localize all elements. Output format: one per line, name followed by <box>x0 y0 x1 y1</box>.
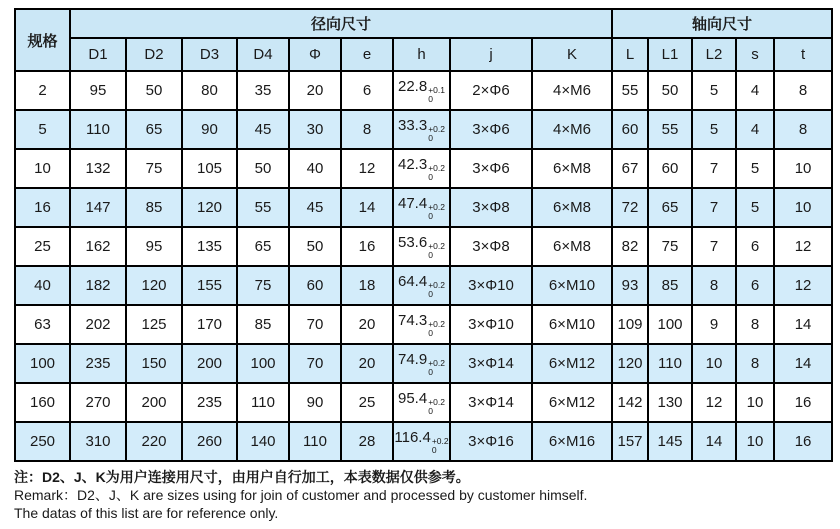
table-row <box>15 305 832 344</box>
dimension-spec-table <box>14 8 833 462</box>
cell: 2×Φ6 <box>450 71 532 110</box>
cell-spec: 40 <box>15 266 70 305</box>
col-header-l2: L2 <box>692 38 736 71</box>
cell: 85 <box>126 188 182 227</box>
col-header-spec: 规格 <box>15 9 70 71</box>
h-tolerance-lower: 0 <box>428 405 433 416</box>
cell: 3×Φ14 <box>450 344 532 383</box>
h-tolerance-lower: 0 <box>428 327 433 338</box>
cell: 110 <box>237 383 289 422</box>
h-value: 42.3 <box>398 155 428 173</box>
table-row <box>15 227 832 266</box>
cell: 3×Φ14 <box>450 383 532 422</box>
cell: 157 <box>612 422 648 461</box>
table-row <box>15 344 832 383</box>
note-remark: Remark：D2、J、K are sizes using for join of customer and processed by customer himself. <box>14 487 588 503</box>
col-header-e: e <box>341 38 393 71</box>
cell: 3×Φ10 <box>450 266 532 305</box>
table-row <box>15 266 832 305</box>
h-tolerance <box>428 398 445 416</box>
cell: 14 <box>692 422 736 461</box>
cell: 55 <box>237 188 289 227</box>
group-header-radial: 径向尺寸 <box>70 9 612 38</box>
cell: 8 <box>692 266 736 305</box>
cell: 16 <box>774 383 832 422</box>
cell: 70 <box>289 305 341 344</box>
cell: 270 <box>70 383 126 422</box>
h-tolerance-upper: +0.2 <box>431 435 449 446</box>
table-row <box>15 422 832 461</box>
cell: 6×M8 <box>532 149 612 188</box>
cell: 8 <box>774 110 832 149</box>
cell: 3×Φ6 <box>450 110 532 149</box>
cell-h-with-tolerance <box>393 149 450 188</box>
cell-spec: 100 <box>15 344 70 383</box>
h-tolerance-upper: +0.2 <box>428 357 445 368</box>
note-chinese: 注：D2、J、K为用户连接用尺寸，由用户自行加工，本表数据仅供参考。 <box>14 469 470 485</box>
cell: 140 <box>237 422 289 461</box>
cell: 109 <box>612 305 648 344</box>
cell: 147 <box>70 188 126 227</box>
h-tolerance <box>428 359 445 377</box>
cell: 200 <box>182 344 237 383</box>
cell: 4 <box>736 110 774 149</box>
cell: 82 <box>612 227 648 266</box>
cell: 45 <box>237 110 289 149</box>
h-tolerance-lower: 0 <box>428 288 433 299</box>
cell: 5 <box>692 110 736 149</box>
cell: 80 <box>182 71 237 110</box>
note-reference: The datas of this list are for reference only. <box>14 505 279 521</box>
h-tolerance <box>432 437 449 455</box>
cell: 50 <box>648 71 692 110</box>
cell: 110 <box>648 344 692 383</box>
h-tolerance-upper: +0.1 <box>428 84 445 95</box>
column-header-row <box>15 38 832 71</box>
table-row <box>15 110 832 149</box>
h-tolerance <box>428 281 445 299</box>
cell: 10 <box>774 188 832 227</box>
cell: 235 <box>182 383 237 422</box>
cell: 72 <box>612 188 648 227</box>
cell: 50 <box>237 149 289 188</box>
cell: 125 <box>126 305 182 344</box>
cell: 9 <box>692 305 736 344</box>
cell: 20 <box>341 344 393 383</box>
cell: 65 <box>126 110 182 149</box>
cell: 5 <box>736 149 774 188</box>
cell: 200 <box>126 383 182 422</box>
table-row <box>15 383 832 422</box>
h-value: 116.4 <box>394 428 431 446</box>
h-tolerance <box>428 203 445 221</box>
cell-h-with-tolerance <box>393 266 450 305</box>
h-tolerance-upper: +0.2 <box>428 123 445 134</box>
cell: 6×M12 <box>532 344 612 383</box>
h-tolerance-upper: +0.2 <box>428 318 445 329</box>
cell: 75 <box>126 149 182 188</box>
h-value: 22.8 <box>398 77 428 95</box>
cell: 10 <box>736 383 774 422</box>
h-tolerance <box>428 86 445 104</box>
cell-spec: 250 <box>15 422 70 461</box>
col-header-h: h <box>393 38 450 71</box>
cell: 30 <box>289 110 341 149</box>
cell: 8 <box>736 344 774 383</box>
cell: 16 <box>774 422 832 461</box>
cell: 65 <box>237 227 289 266</box>
cell: 110 <box>289 422 341 461</box>
h-tolerance-upper: +0.2 <box>428 279 445 290</box>
cell: 6×M10 <box>532 266 612 305</box>
cell: 25 <box>341 383 393 422</box>
col-header-k: K <box>532 38 612 71</box>
cell: 12 <box>692 383 736 422</box>
cell: 95 <box>126 227 182 266</box>
cell: 105 <box>182 149 237 188</box>
cell: 55 <box>648 110 692 149</box>
cell: 6×M10 <box>532 305 612 344</box>
cell: 3×Φ10 <box>450 305 532 344</box>
cell-spec: 10 <box>15 149 70 188</box>
cell: 90 <box>182 110 237 149</box>
cell: 6×M16 <box>532 422 612 461</box>
cell: 67 <box>612 149 648 188</box>
cell: 150 <box>126 344 182 383</box>
h-tolerance <box>428 125 445 143</box>
cell: 20 <box>289 71 341 110</box>
cell: 7 <box>692 188 736 227</box>
cell: 7 <box>692 149 736 188</box>
cell: 8 <box>774 71 832 110</box>
cell: 3×Φ6 <box>450 149 532 188</box>
col-header-l1: L1 <box>648 38 692 71</box>
cell: 10 <box>692 344 736 383</box>
h-tolerance-upper: +0.2 <box>428 162 445 173</box>
cell-h-with-tolerance <box>393 188 450 227</box>
h-tolerance-lower: 0 <box>428 249 433 260</box>
cell: 20 <box>341 305 393 344</box>
cell-h-with-tolerance <box>393 344 450 383</box>
cell: 155 <box>182 266 237 305</box>
table-row <box>15 149 832 188</box>
cell-h-with-tolerance <box>393 422 450 461</box>
col-header-s: s <box>736 38 774 71</box>
cell: 65 <box>648 188 692 227</box>
cell: 260 <box>182 422 237 461</box>
cell: 3×Φ8 <box>450 227 532 266</box>
cell: 40 <box>289 149 341 188</box>
cell: 100 <box>237 344 289 383</box>
cell-spec: 63 <box>15 305 70 344</box>
h-tolerance-upper: +0.2 <box>428 240 445 251</box>
cell: 50 <box>289 227 341 266</box>
cell: 6 <box>341 71 393 110</box>
cell-spec: 16 <box>15 188 70 227</box>
cell: 16 <box>341 227 393 266</box>
cell: 14 <box>774 344 832 383</box>
cell: 162 <box>70 227 126 266</box>
cell: 60 <box>289 266 341 305</box>
h-value: 64.4 <box>398 272 428 290</box>
cell-spec: 5 <box>15 110 70 149</box>
cell-spec: 25 <box>15 227 70 266</box>
col-header-phi: Φ <box>289 38 341 71</box>
cell: 6×M8 <box>532 188 612 227</box>
cell: 4 <box>736 71 774 110</box>
cell: 60 <box>612 110 648 149</box>
cell: 182 <box>70 266 126 305</box>
h-value: 95.4 <box>398 389 428 407</box>
h-tolerance-lower: 0 <box>428 93 433 104</box>
cell: 6×M8 <box>532 227 612 266</box>
h-tolerance <box>428 164 445 182</box>
cell: 4×M6 <box>532 71 612 110</box>
h-tolerance <box>428 242 445 260</box>
cell: 90 <box>289 383 341 422</box>
col-header-l: L <box>612 38 648 71</box>
h-value: 47.4 <box>398 194 428 212</box>
cell: 120 <box>612 344 648 383</box>
cell: 235 <box>70 344 126 383</box>
cell: 85 <box>237 305 289 344</box>
cell-spec: 2 <box>15 71 70 110</box>
cell-spec: 160 <box>15 383 70 422</box>
cell-h-with-tolerance <box>393 110 450 149</box>
cell: 130 <box>648 383 692 422</box>
table-row <box>15 188 832 227</box>
cell: 12 <box>341 149 393 188</box>
h-value: 53.6 <box>398 233 428 251</box>
table-header <box>15 9 832 71</box>
h-tolerance-lower: 0 <box>428 171 433 182</box>
footnotes <box>14 468 831 522</box>
col-header-d1: D1 <box>70 38 126 71</box>
cell: 8 <box>736 305 774 344</box>
cell: 135 <box>182 227 237 266</box>
cell: 60 <box>648 149 692 188</box>
cell: 202 <box>70 305 126 344</box>
col-header-j: j <box>450 38 532 71</box>
cell: 6 <box>736 266 774 305</box>
cell: 95 <box>70 71 126 110</box>
cell: 220 <box>126 422 182 461</box>
cell-h-with-tolerance <box>393 71 450 110</box>
cell: 142 <box>612 383 648 422</box>
cell: 55 <box>612 71 648 110</box>
cell: 50 <box>126 71 182 110</box>
cell: 12 <box>774 266 832 305</box>
h-tolerance <box>428 320 445 338</box>
cell: 14 <box>341 188 393 227</box>
cell: 145 <box>648 422 692 461</box>
cell: 93 <box>612 266 648 305</box>
h-value: 74.3 <box>398 311 428 329</box>
cell-h-with-tolerance <box>393 383 450 422</box>
cell: 8 <box>341 110 393 149</box>
h-tolerance-lower: 0 <box>428 132 433 143</box>
cell: 14 <box>774 305 832 344</box>
h-tolerance-upper: +0.2 <box>428 396 445 407</box>
cell: 75 <box>648 227 692 266</box>
group-header-row <box>15 9 832 38</box>
h-tolerance-upper: +0.2 <box>428 201 445 212</box>
h-value: 33.3 <box>398 116 428 134</box>
cell: 7 <box>692 227 736 266</box>
cell: 110 <box>70 110 126 149</box>
cell: 6 <box>736 227 774 266</box>
cell: 170 <box>182 305 237 344</box>
cell: 5 <box>736 188 774 227</box>
cell: 75 <box>237 266 289 305</box>
cell: 85 <box>648 266 692 305</box>
cell: 120 <box>126 266 182 305</box>
cell: 132 <box>70 149 126 188</box>
table-row <box>15 71 832 110</box>
cell: 120 <box>182 188 237 227</box>
cell: 35 <box>237 71 289 110</box>
cell: 28 <box>341 422 393 461</box>
col-header-t: t <box>774 38 832 71</box>
cell: 70 <box>289 344 341 383</box>
cell: 10 <box>774 149 832 188</box>
cell: 3×Φ16 <box>450 422 532 461</box>
cell: 310 <box>70 422 126 461</box>
cell: 4×M6 <box>532 110 612 149</box>
col-header-d2: D2 <box>126 38 182 71</box>
cell-h-with-tolerance <box>393 305 450 344</box>
cell: 100 <box>648 305 692 344</box>
cell: 3×Φ8 <box>450 188 532 227</box>
h-value: 74.9 <box>398 350 428 368</box>
h-tolerance-lower: 0 <box>428 210 433 221</box>
table-body <box>15 71 832 461</box>
cell: 5 <box>692 71 736 110</box>
cell: 12 <box>774 227 832 266</box>
h-tolerance-lower: 0 <box>431 444 437 455</box>
cell: 45 <box>289 188 341 227</box>
group-header-axial: 轴向尺寸 <box>612 9 832 38</box>
col-header-d4: D4 <box>237 38 289 71</box>
cell: 18 <box>341 266 393 305</box>
cell: 10 <box>736 422 774 461</box>
cell-h-with-tolerance <box>393 227 450 266</box>
cell: 6×M12 <box>532 383 612 422</box>
col-header-d3: D3 <box>182 38 237 71</box>
h-tolerance-lower: 0 <box>428 366 433 377</box>
